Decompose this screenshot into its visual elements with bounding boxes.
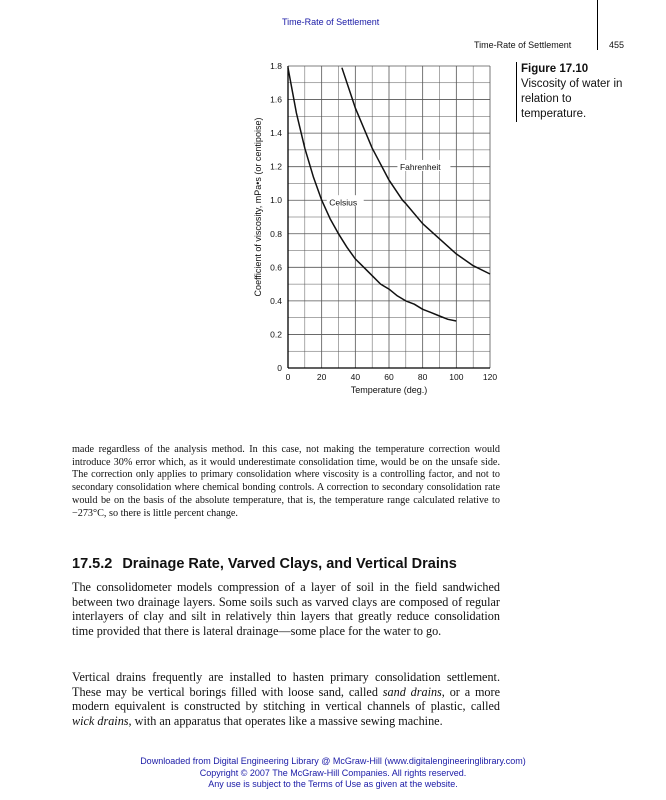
y-tick-label: 0.4 — [270, 295, 282, 306]
footer-terms-line[interactable]: Any use is subject to the Terms of Use as given at the website. — [208, 779, 458, 789]
margin-rule — [597, 0, 598, 50]
page-number: 455 — [609, 40, 625, 50]
running-head: Time-Rate of Settlement — [474, 40, 572, 50]
x-axis-label: Temperature (deg.) — [350, 385, 428, 395]
series-label-celsius: Celsius — [329, 197, 358, 208]
y-tick-label: 1.8 — [270, 61, 282, 71]
section-heading — [72, 556, 457, 572]
viscosity-chart — [248, 56, 508, 401]
x-tick-label: 0 — [285, 372, 291, 382]
footer-download-line[interactable]: Downloaded from Digital Engineering Library @ McGraw-Hill (www.digitalengineeringlibrary.com) — [140, 756, 526, 766]
x-tick-label: 60 — [384, 372, 394, 382]
x-tick-label: 20 — [316, 372, 327, 382]
vertical-drains-text-b: , or a more modern equivalent is constructed by stitching in vertical channels of plastic, called — [72, 684, 500, 714]
vertical-drains-text-a: Vertical drains frequently are installed to hasten primary consolidation settlement. These may be vertical borings filled with loose sand, called — [72, 670, 500, 699]
x-tick-label: 120 — [482, 372, 498, 382]
y-tick-label: 1.0 — [270, 195, 282, 206]
wick-drains-term: wick drains — [72, 713, 129, 728]
vertical-drains-text-c: , with an apparatus that operates like a massive sewing machine. — [128, 713, 443, 728]
paragraph-vertical-drains — [72, 670, 500, 728]
footer-copyright-line: Copyright © 2007 The McGraw-Hill Companies. All rights reserved. — [199, 767, 467, 778]
caption-rule — [516, 62, 517, 122]
section-number: 17.5.2 — [72, 556, 113, 572]
figure-caption-text: Viscosity of water in relation to temperature. — [521, 78, 623, 120]
y-tick-label: 1.6 — [270, 94, 282, 105]
x-tick-label: 40 — [350, 372, 361, 382]
y-axis-label: Coefficient of viscosity, mPa•s (or centipoise) — [253, 117, 263, 297]
page-footer — [0, 756, 666, 791]
top-header-link[interactable]: Time-Rate of Settlement — [282, 17, 380, 27]
figure-caption — [521, 62, 631, 122]
sand-drains-term: sand drains — [382, 684, 442, 699]
series-label-fahrenheit: Fahrenheit — [399, 162, 441, 173]
section-title: Drainage Rate, Varved Clays, and Vertical Drains — [122, 556, 457, 572]
figure-label: Figure 17.10 — [521, 63, 589, 75]
y-tick-label: 0.2 — [270, 329, 282, 340]
paragraph-consolidometer: The consolidometer models compression of a layer of soil in the field sandwiched between two drainage layers. Some soils such as varved clays are composed of regular interlayers of clay and silt in relatively thin layers that greatly reduce consolidation time provided that there is lateral drainage—some place for the water to go. — [72, 580, 500, 638]
x-tick-label: 100 — [449, 372, 464, 382]
y-tick-label: 0 — [277, 363, 282, 373]
y-tick-label: 1.4 — [270, 128, 282, 139]
y-tick-label: 0.6 — [270, 262, 282, 273]
y-tick-label: 1.2 — [270, 161, 282, 172]
paragraph-temperature-correction: made regardless of the analysis method. In this case, not making the temperature correction would introduce 30% error which, as it would underestimate consolidation time, would be on the unsafe side. The correction only applies to primary consolidation where viscosity is a controlling factor, and not to secondary consolidation where chemical bonding controls. A correction to secondary consolidation rate would be on the basis of the absolute temperature, that is, the temperature range calculated relative to −273°C, so there is little percent change. — [72, 444, 500, 519]
x-tick-label: 80 — [417, 372, 428, 382]
y-tick-label: 0.8 — [270, 228, 282, 239]
